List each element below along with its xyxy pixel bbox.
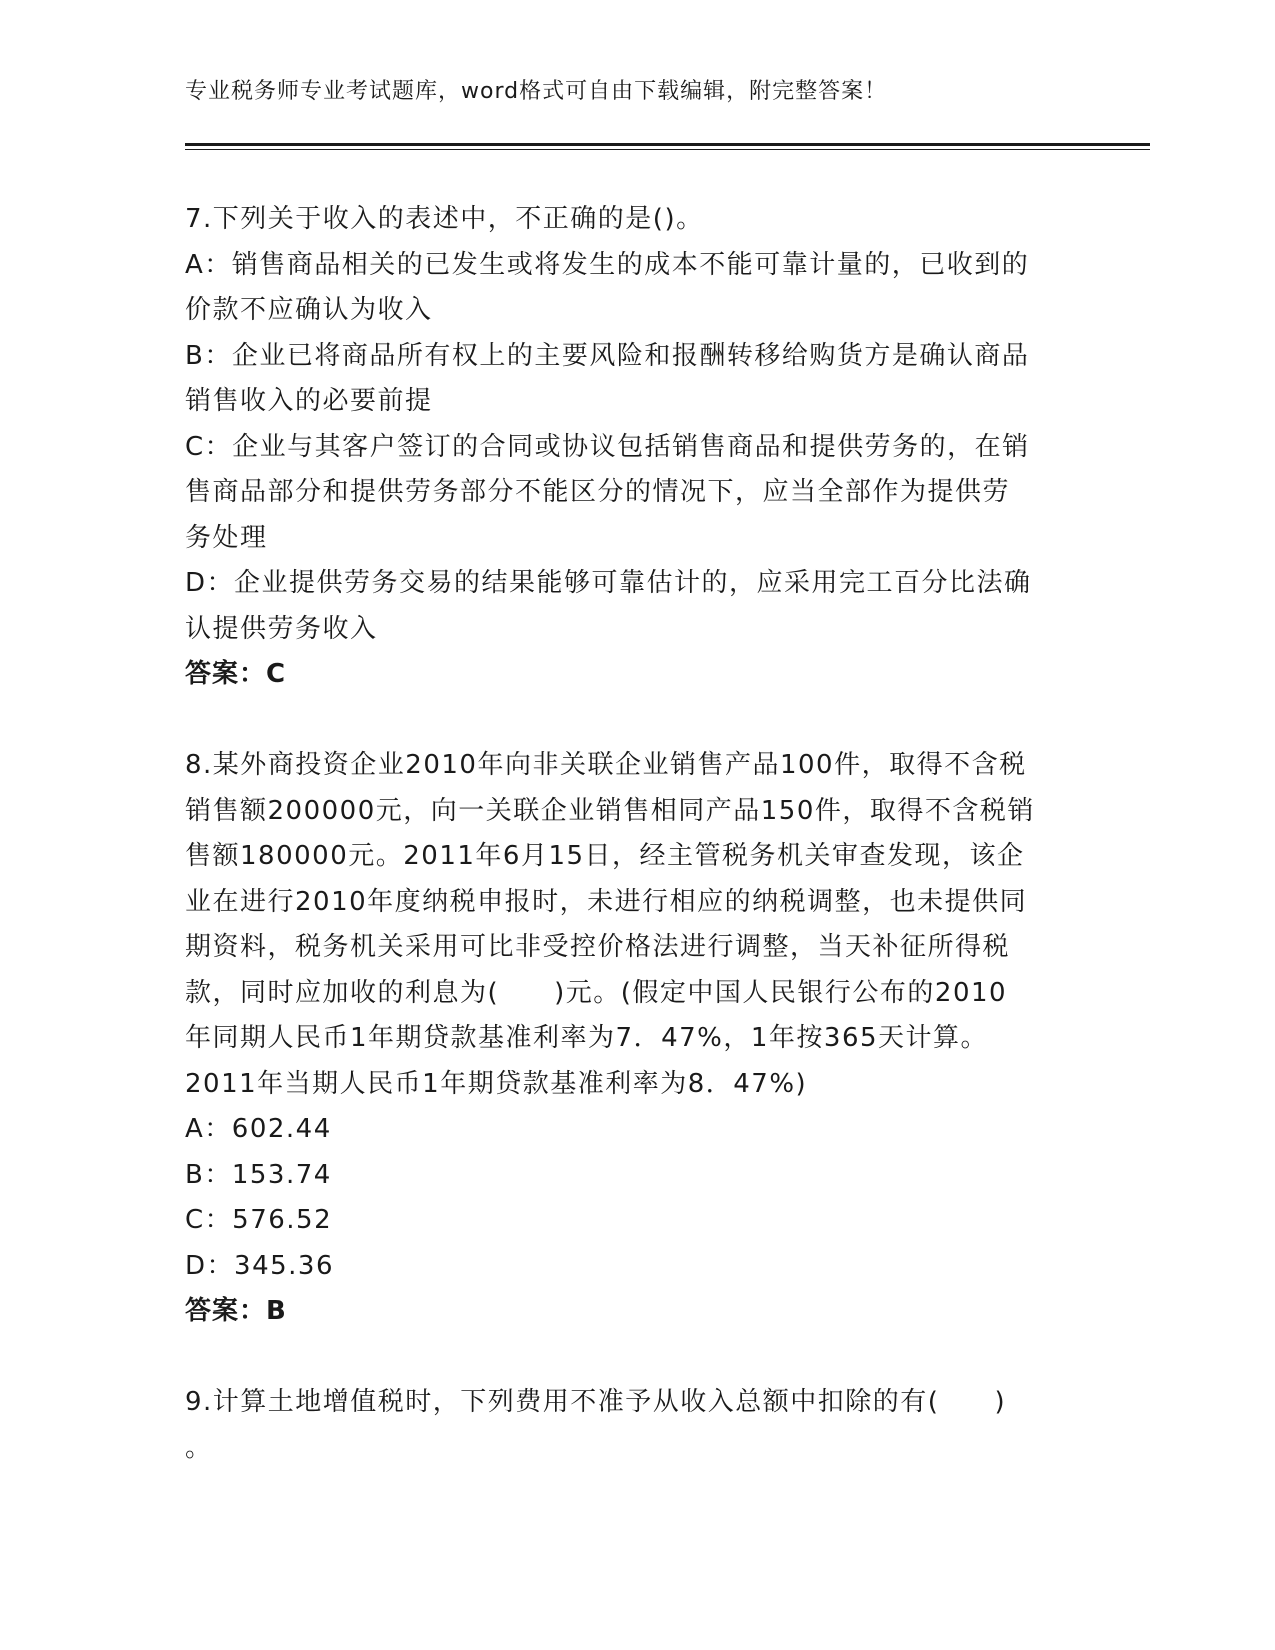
question-text-line: 8.某外商投资企业2010年向非关联企业销售产品100件，取得不含税: [185, 750, 1027, 780]
question-text-line: 业在进行2010年度纳税申报时，未进行相应的纳税调整，也未提供同: [185, 886, 1028, 917]
option-line: C：企业与其客户签订的合同或协议包括销售商品和提供劳务的，在销: [185, 431, 1030, 462]
option-line: A：销售商品相关的已发生或将发生的成本不能可靠计量的，已收到的: [185, 249, 1030, 280]
option-line: 价款不应确认为收入: [185, 295, 433, 325]
question-text-line: 款，同时应加收的利息为( )元。(假定中国人民银行公布的2010: [185, 977, 1008, 1008]
page-header-text: 专业税务师专业考试题库，word格式可自由下载编辑，附完整答案！: [185, 79, 888, 104]
question-spacer: [185, 698, 1075, 744]
answer-label: 答案：B: [185, 1296, 287, 1326]
question-text-line: 9.计算土地增值税时，下列费用不准予从收入总额中扣除的有( ): [185, 1387, 1007, 1417]
question-text-line: 销售额200000元，向一关联企业销售相同产品150件，取得不含税销: [185, 795, 1035, 826]
option-line: 务处理: [185, 522, 268, 553]
question-block-8: [185, 743, 1075, 1335]
option-line: 销售收入的必要前提: [185, 386, 433, 416]
question-block-7: [185, 197, 1075, 698]
option-line: B：153.74: [185, 1159, 332, 1190]
question-spacer: [185, 1335, 1075, 1381]
option-line: 认提供劳务收入: [185, 613, 378, 644]
header-divider-thin: [185, 149, 1150, 150]
option-line: C：576.52: [185, 1205, 333, 1235]
option-line: D：企业提供劳务交易的结果能够可靠估计的，应采用完工百分比法确: [185, 568, 1032, 598]
question-text-line: 年同期人民币1年期贷款基准利率为7．47%，1年按365天计算。: [185, 1023, 989, 1053]
question-text-line: 7.下列关于收入的表述中，不正确的是()。: [185, 204, 704, 234]
question-text-line: 售额180000元。2011年6月15日，经主管税务机关审查发现，该企: [185, 841, 1025, 871]
header-divider-thick: [185, 143, 1150, 146]
answer-label: 答案：C: [185, 659, 287, 689]
question-text-line: 2011年当期人民币1年期贷款基准利率为8．47%): [185, 1068, 808, 1099]
question-block-9: [185, 1380, 1075, 1471]
option-line: A：602.44: [185, 1114, 332, 1144]
question-text-line: 。: [185, 1432, 213, 1463]
option-line: D：345.36: [185, 1250, 334, 1281]
question-list: [185, 197, 1075, 1471]
question-text-line: 期资料，税务机关采用可比非受控价格法进行调整，当天补征所得税: [185, 932, 1011, 962]
option-line: 售商品部分和提供劳务部分不能区分的情况下，应当全部作为提供劳: [185, 477, 1011, 507]
option-line: B：企业已将商品所有权上的主要风险和报酬转移给购货方是确认商品: [185, 340, 1030, 371]
